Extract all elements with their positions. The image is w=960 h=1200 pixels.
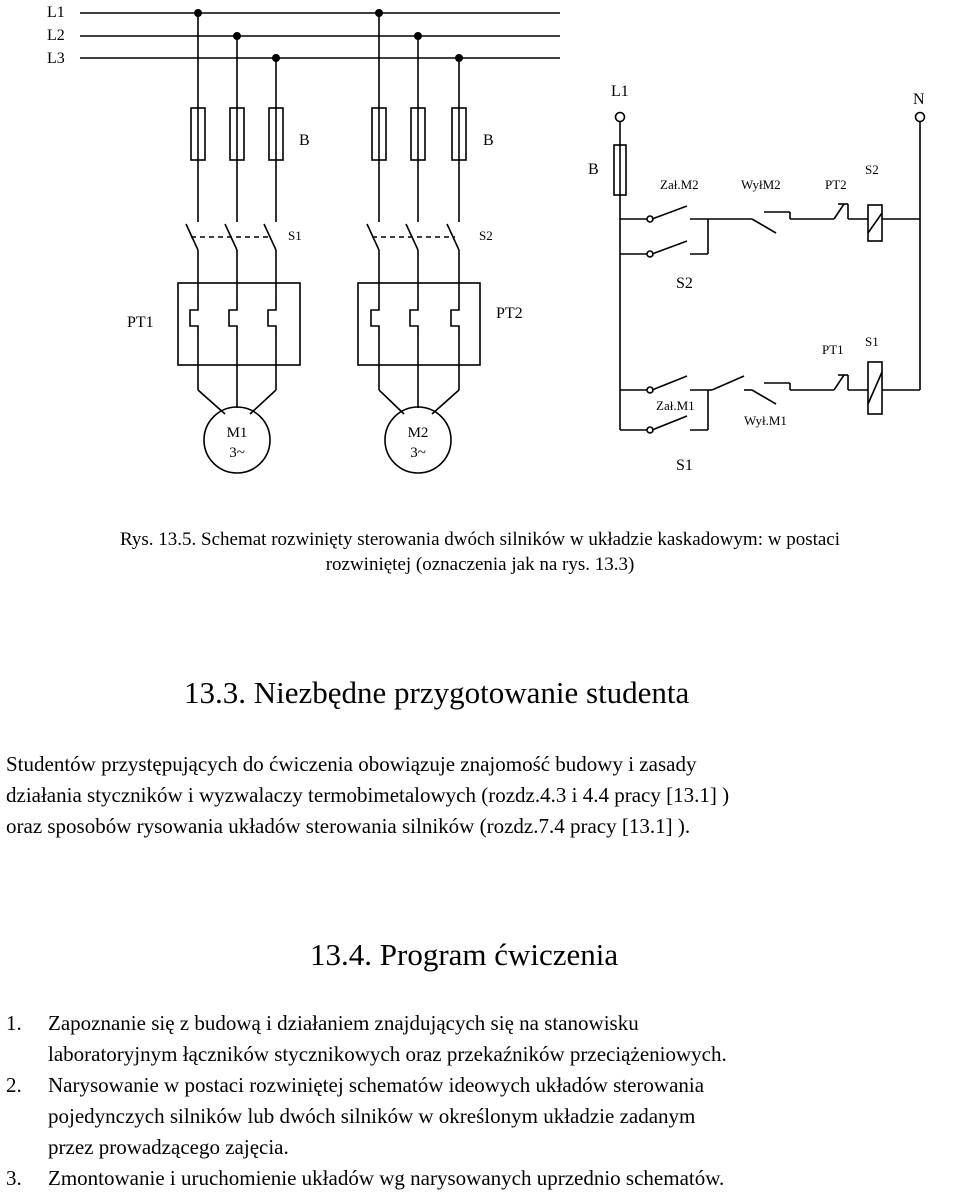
hold-s1-label: S1 [676, 457, 693, 474]
phase-label-l3: L3 [47, 50, 65, 67]
thermal-label-pt1: PT1 [127, 314, 154, 331]
item-line: laboratoryjnym łączników stycznikowych oraz przekaźników przeciążeniowych. [48, 1042, 727, 1066]
phase-label-l1: L1 [47, 4, 65, 21]
stop-m2-label: WyłM2 [741, 177, 781, 192]
pt2-contact-label: PT2 [825, 177, 847, 192]
section-13-3-body [6, 749, 960, 842]
body-line-1: Studentów przystępujących do ćwiczenia obowiązuje znajomość budowy i zasady [6, 752, 697, 776]
item-line: Zapoznanie się z budową i działaniem znajdujących się na stanowisku [48, 1011, 639, 1035]
contactor-label-s2: S2 [479, 228, 493, 243]
item-line: przez prowadzącego zajęcia. [48, 1135, 289, 1159]
control-supply-n: N [913, 91, 925, 108]
item-line: pojedynczych silników lub dwóch silników w określonym układzie zadanym [48, 1104, 696, 1128]
motor-m1-type: 3~ [229, 445, 245, 461]
fuse-label-m2: B [483, 132, 494, 149]
item-number: 3. [6, 1166, 22, 1190]
motor-m1-name: M1 [226, 425, 248, 441]
control-fuse-label: B [588, 161, 599, 178]
body-line-3: oraz sposobów rysowania układów sterowania silników (rozdz.7.4 pracy [13.1] ). [6, 814, 691, 838]
section-13-3-heading: 13.3. Niezbędne przygotowanie studenta [184, 675, 690, 710]
start-m2-label: Zał.M2 [660, 177, 699, 192]
control-supply-l1: L1 [611, 83, 629, 100]
pt1-contact-label: PT1 [822, 342, 844, 357]
body-line-2: działania styczników i wyzwalaczy termobimetalowych (rozdz.4.3 i 4.4 pracy [13.1] ) [6, 783, 730, 807]
section-13-4-heading: 13.4. Program ćwiczenia [310, 937, 619, 972]
coil-s1-label: S1 [865, 334, 879, 349]
thermal-label-pt2: PT2 [496, 305, 523, 322]
motor-m2-name: M2 [407, 425, 429, 441]
figure-caption [0, 527, 960, 577]
caption-line-1: Rys. 13.5. Schemat rozwinięty sterowania dwóch silników w układzie kaskadowym: w postaci [119, 529, 841, 550]
phase-label-l2: L2 [47, 27, 65, 44]
motor-m2-type: 3~ [410, 445, 426, 461]
stop-m1-label: Wył.M1 [744, 413, 787, 428]
item-line: Narysowanie w postaci rozwiniętej schematów ideowych układów sterowania [48, 1073, 705, 1097]
contactor-label-s1: S1 [288, 228, 302, 243]
item-number: 1. [6, 1011, 22, 1035]
coil-s2-label: S2 [865, 162, 879, 177]
hold-s2-label: S2 [676, 275, 693, 292]
fuse-label-m1: B [299, 132, 310, 149]
start-m1-label: Zał.M1 [656, 398, 695, 413]
item-line: Zmontowanie i uruchomienie układów wg narysowanych uprzednio schematów. [48, 1166, 725, 1190]
caption-line-2: rozwiniętej (oznaczenia jak na rys. 13.3) [325, 554, 635, 575]
circuit-diagram [0, 0, 960, 500]
item-number: 2. [6, 1073, 22, 1097]
